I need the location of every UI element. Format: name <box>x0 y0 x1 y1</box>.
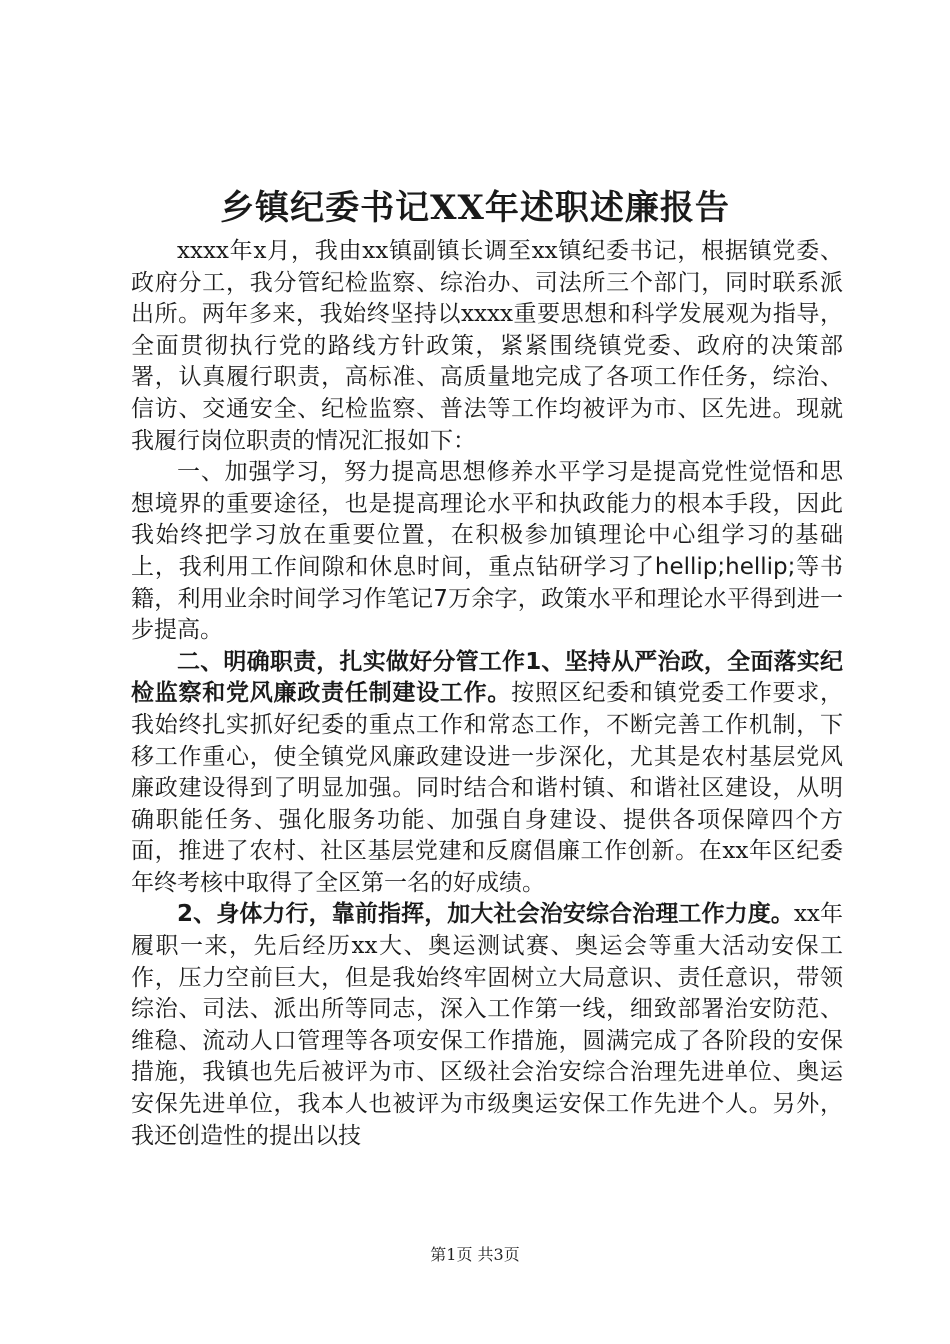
paragraph-text: 一、加强学习，努力提高思想修养水平学习是提高党性觉悟和思想境界的重要途径，也是提高理论水平和执政能力的根本手段，因此我始终把学习放在重要位置，在积极参加镇理论中心组学习的基础上，我利用工作间隙和休息时间，重点钻研学习了hellip;hellip;等书籍，利用业余时间学习作笔记7万余字，政策水平和理论水平得到进一步提高。 <box>131 459 843 644</box>
paragraph-section-2-item-2 <box>131 899 843 1152</box>
document-title: 乡镇纪委书记XX年述职述廉报告 <box>220 188 730 228</box>
paragraph-lead: 二、明确职责，扎实做好分管工作1、坚持从严治政，全面落实纪检监察和党风廉政责任制建设工作。 <box>131 648 843 707</box>
paragraph-lead: 2、身体力行，靠前指挥，加大社会治安综合治理工作力度。 <box>177 901 794 928</box>
document-body <box>131 236 843 1152</box>
paragraph-text: 按照区纪委和镇党委工作要求，我始终扎实抓好纪委的重点工作和常态工作，不断完善工作机制，下移工作重心，使全镇党风廉政建设进一步深化，尤其是农村基层党风廉政建设得到了明显加强。同时结合和谐村镇、和谐社区建设，从明确职能任务、强化服务功能、加强自身建设、提供各项保障四个方面，推进了农村、社区基层党建和反腐倡廉工作创新。在xx年区纪委年终考核中取得了全区第一名的好成绩。 <box>131 680 844 896</box>
paragraph-section-2 <box>131 647 843 900</box>
paragraph-text: xx年履职一来，先后经历xx大、奥运测试赛、奥运会等重大活动安保工作，压力空前巨大，但是我始终牢固树立大局意识、责任意识，带领综治、司法、派出所等同志，深入工作第一线，细致部署治安防范、维稳、流动人口管理等各项安保工作措施，圆满完成了各阶段的安保措施，我镇也先后被评为市、区级社会治安综合治理先进单位、奥运安保先进单位，我本人也被评为市级奥运安保工作先进个人。另外，我还创造性的提出以技 <box>131 901 843 1149</box>
page-number-footer: 第1页 共3页 <box>430 1245 520 1264</box>
paragraph-section-1 <box>131 457 843 647</box>
paragraph-text: xxxx年x月，我由xx镇副镇长调至xx镇纪委书记，根据镇党委、政府分工，我分管纪检监察、综治办、司法所三个部门，同时联系派出所。两年多来，我始终坚持以xxxx重要思想和科学发展观为指导，全面贯彻执行党的路线方针政策，紧紧围绕镇党委、政府的决策部署，认真履行职责，高标准、高质量地完成了各项工作任务，综治、信访、交通安全、纪检监察、普法等工作均被评为市、区先进。现就我履行岗位职责的情况汇报如下： <box>131 238 843 454</box>
paragraph-intro <box>131 236 843 457</box>
